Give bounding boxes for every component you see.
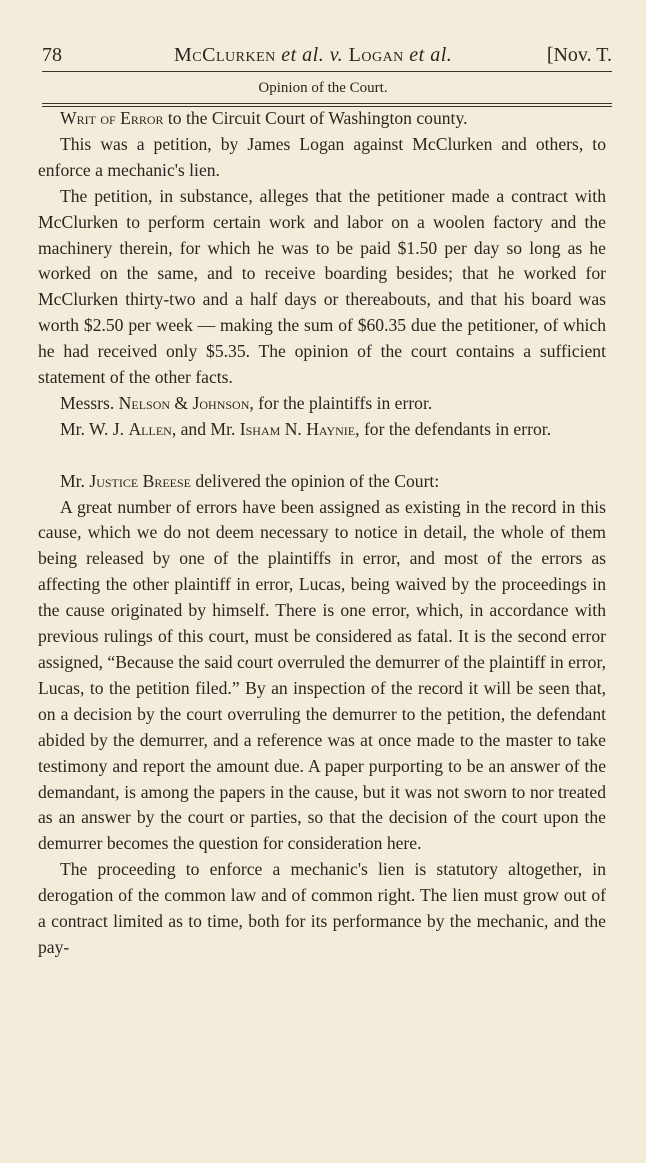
defendant-prefix-1: Mr. W. J. (60, 418, 129, 439)
defendant-prefix-2: , and Mr. (171, 418, 240, 439)
plaintiff-suffix: , for the plaintiffs in error. (249, 392, 433, 413)
running-header (42, 44, 612, 74)
defendant-name-1: Allen (128, 418, 172, 439)
opinion-intro (38, 469, 606, 495)
writ-label: Writ of Error (60, 108, 164, 128)
intro-justice: Justice Breese (89, 470, 191, 491)
case-title-prefix: McClurken (174, 44, 282, 66)
syllabus-substance: The petition, in substance, alleges that the petitioner made a contract with McClurken to perform certain work and labor on a woolen factory and the machinery therein, for which he was to be paid $1.50 per day so long as he worked on the same, and to receive boarding besides; that he worked for McClurken thirty-two and a half days or thereabouts, and that his board was worth $2.50 per week — making the sum of $60.35 due the petitioner, of which he had received only $5.35. The opinion of the court contains a sufficient statement of the other facts. (38, 185, 606, 388)
opinion-paragraph-1: A great number of errors have been assigned as existing in the record in this cause, which we do not deem necessary to notice in detail, the whole of them being released by one of the plaintiffs in error, and most of the errors as affecting the other plaintiff in error, Lucas, being waived by the proceedings in the cause originated by himself. There is one error, which, in accordance with previous rulings of this court, must be considered as fatal. It is the second error assigned, “Because the said court overruled the demurrer of the plaintiff in error, Lucas, to the petition filed.” By an inspection of the record it will be seen that, on a decision by the court overruling the demurrer to the petition, the defendant abided by the demurrer, and a reference was at once made to the master to take testimony and report the amount due. A paper purporting to be an answer of the demandant, is among the papers in the cause, but it was not sworn to nor treated as an answer by the court or parties, so that the decision of the court upon the demurrer becomes the question for consideration here. (38, 496, 606, 854)
case-title-et-al-2: et al. (409, 44, 453, 66)
defendant-suffix: , for the defendants in error. (355, 418, 552, 439)
counsel-defendants (38, 417, 606, 443)
intro-suffix: delivered the opinion of the Court: (191, 470, 440, 491)
plaintiff-names: Nelson & Johnson (118, 392, 250, 413)
page-body (38, 106, 606, 961)
plaintiff-prefix: Messrs. (60, 392, 119, 413)
term-label: [Nov. T. (546, 44, 612, 66)
intro-prefix: Mr. (60, 470, 90, 491)
case-title-et-al-1: et al. v. (281, 44, 344, 66)
header-rule (42, 71, 612, 72)
section-heading: Opinion of the Court. (258, 80, 388, 96)
page-number: 78 (42, 44, 62, 66)
case-title-mid: Logan (343, 44, 410, 66)
writ-rest: to the Circuit Court of Washington county. (163, 108, 468, 128)
opinion-paragraph-2: The proceeding to enforce a mechanic's lien is statutory altogether, in derogation of the common law and of common right. The lien must grow out of a contract limited as to time, both for its performance by the mechanic, and the pay- (38, 859, 606, 957)
syllabus-writ (38, 106, 606, 132)
case-title (174, 44, 452, 67)
defendant-name-2: Isham N. Haynie (239, 418, 356, 439)
counsel-plaintiffs (38, 391, 606, 417)
syllabus-petition: This was a petition, by James Logan against McClurken and others, to enforce a mechanic's lien. (38, 133, 606, 180)
